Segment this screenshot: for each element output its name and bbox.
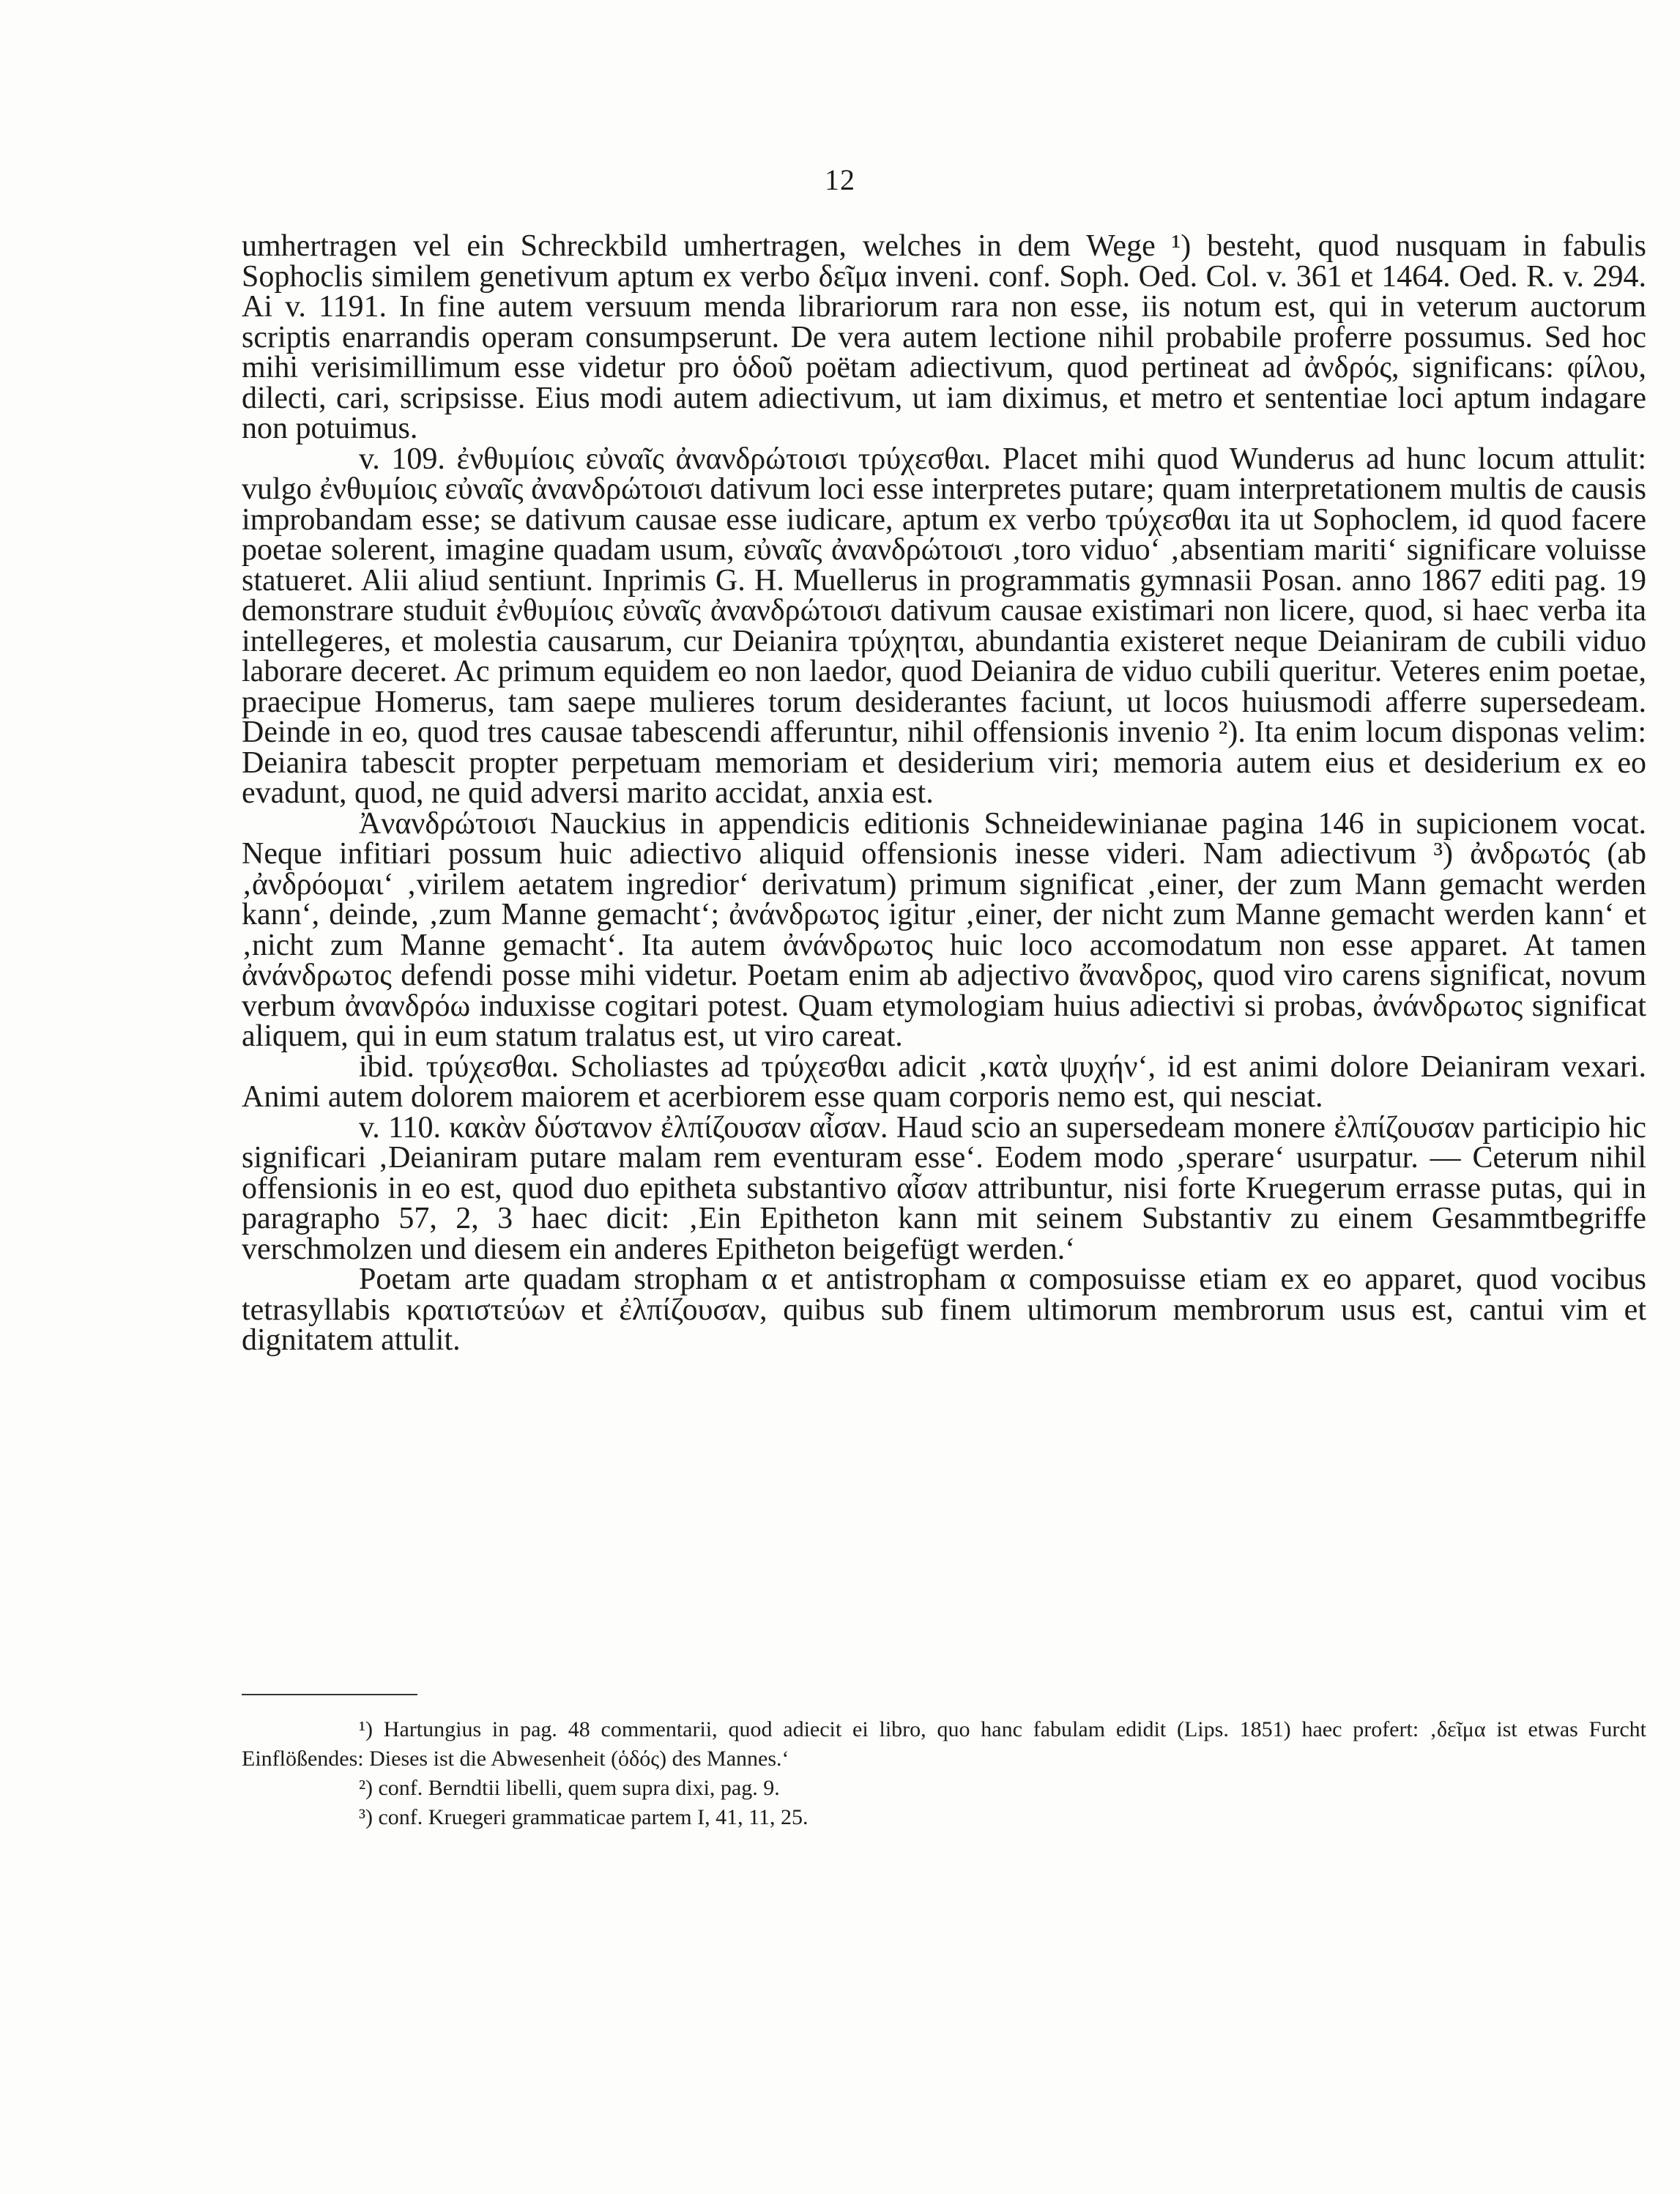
paragraph-stropham: Poetam arte quadam stropham α et antistropham α composuisse etiam ex eo apparet, quod vocibus tetrasyllabis κρατιστεύων et ἐλπίζουσαν, quibus sub finem ultimorum membrorum usus est, cantui vim et dignitatem attulit. <box>242 1263 1646 1357</box>
paragraph-v110: v. 110. κακὰν δύστανον ἐλπίζουσαν αἶσαν. Haud scio an supersedeam monere ἐλπίζουσαν participio hic significari ‚Deianiram putare malam rem eventuram esse‘. Eodem modo ‚sperare‘ usurpatur. — Ceterum nihil offensionis in eo est, quod duo epitheta substantivo αἶσαν attribuntur, nisi forte Kruegerum errasse putas, qui in paragrapho 57, 2, 3 haec dicit: ‚Ein Epitheton kann mit seinem Substantiv zu einem Gesammtbegriffe verschmolzen und diesem ein anderes Epitheton beigefügt werden.‘ <box>242 1110 1646 1266</box>
paragraph-v109: v. 109. ἐνθυμίοις εὐναῖς ἀνανδρώτοισι τρύχεσθαι. Placet mihi quod Wunderus ad hunc locum attulit: vulgo ἐνθυμίοις εὐναῖς ἀνανδρώτοισι dativum loci esse interpretes putare; quam interpretationem multis de causis improbandam esse; se dativum causae esse iudicare, aptum ex verbo τρύχεσθαι ita ut Sophoclem, id quod facere poetae solerent, imagine quadam usum, εὐναῖς ἀνανδρώτοισι ‚toro viduo‘ ‚absentiam mariti‘ significare voluisse statueret. Alii aliud sentiunt. Inprimis G. H. Muellerus in programmatis gymnasii Posan. anno 1867 editi pag. 19 demonstrare studuit ἐνθυμίοις εὐναῖς ἀνανδρώτοισι dativum causae existimari non licere, quod, si haec verba ita intellegeres, et molestia causarum, cur Deianira τρύχηται, abundantia existeret neque Deianiram de cubili viduo laborare deceret. Ac primum equidem eo non laedor, quod Deianira de viduo cubili queritur. Veteres enim poetae, praecipue Homerus, tam saepe mulieres torum desiderantes faciunt, ut locos huiusmodi afferre supersedeam. Deinde in eo, quod tres causae tabescendi afferuntur, nihil offensionis invenio ²). Ita enim locum disponas velim: Deianira tabescit propter perpetuam memoriam et desiderium viri; memoria autem eius et desiderium ex eo evadunt, quod, ne quid adversi marito accidat, anxia est. <box>242 442 1646 810</box>
footnote-1: ¹) Hartungius in pag. 48 commentarii, quod adiecit ei libro, quo hanc fabulam edidit (Lips. 1851) haec profert: ‚δεῖμα ist etwas Furcht Einflößendes: Dieses ist die Abwesenheit (ὁδός) des Mannes.‘ <box>242 1717 1646 1771</box>
paragraph-continuation: umhertragen vel ein Schreckbild umhertragen, welches in dem Wege ¹) besteht, quod nusquam in fabulis Sophoclis similem genetivum aptum ex verbo δεῖμα inveni. conf. Soph. Oed. Col. v. 361 et 1464. Oed. R. v. 294. Ai v. 1191. In fine autem versuum menda librariorum rara non esse, iis notum est, qui in veterum auctorum scriptis enarrandis operam consumpserunt. De vera autem lectione nihil probabile proferre possumus. Sed hoc mihi verisimillimum esse videtur pro ὁδοῦ poëtam adiectivum, quod pertineat ad ἀνδρός, significans: φίλου, dilecti, cari, scripsisse. Eius modi autem adiectivum, ut iam diximus, et metro et sententiae loci aptum indagare non potuimus. <box>242 229 1646 445</box>
footnote-3: ³) conf. Kruegeri grammaticae partem I, 41, 11, 25. <box>359 1805 809 1829</box>
footnote-2: ²) conf. Berndtii libelli, quem supra dixi, pag. 9. <box>359 1776 780 1800</box>
paragraph-ibid-trychesthai: ibid. τρύχεσθαι. Scholiastes ad τρύχεσθαι adicit ‚κατὰ ψυχήν‘, id est animi dolore Deianiram vexari. Animi autem dolorem maiorem et acerbiorem esse quam corporis nemo est, qui nesciat. <box>242 1049 1646 1114</box>
body-text <box>242 231 1646 1356</box>
paragraph-anandrotoisi: Ἀνανδρώτοισι Nauckius in appendicis editionis Schneidewinianae pagina 146 in supicionem vocat. Neque infitiari possum huic adiectivo aliquid offensionis inesse videri. Nam adiectivum ³) ἀνδρωτός (ab ‚ἀνδρόομαι‘ ‚virilem aetatem ingredior‘ derivatum) primum significat ‚einer, der zum Mann gemacht werden kann‘, deinde, ‚zum Manne gemacht‘; ἀνάνδρωτος igitur ‚einer, der nicht zum Manne gemacht werden kann‘ et ‚nicht zum Manne gemacht‘. Ita autem ἀνάνδρωτος huic loco accomodatum non esse apparet. At tamen ἀνάνδρωτος defendi posse mihi videtur. Poetam enim ab adjectivo ἄνανδρος, quod viro carens significat, novum verbum ἀνανδρόω induxisse cogitari potest. Quam etymologiam huius adiectivi si probas, ἀνάνδρωτος significat aliquem, qui in eum statum tralatus est, ut viro careat. <box>242 806 1646 1053</box>
footnotes <box>242 1715 1646 1832</box>
footnote-divider <box>242 1694 417 1695</box>
page-number: 12 <box>825 163 855 196</box>
